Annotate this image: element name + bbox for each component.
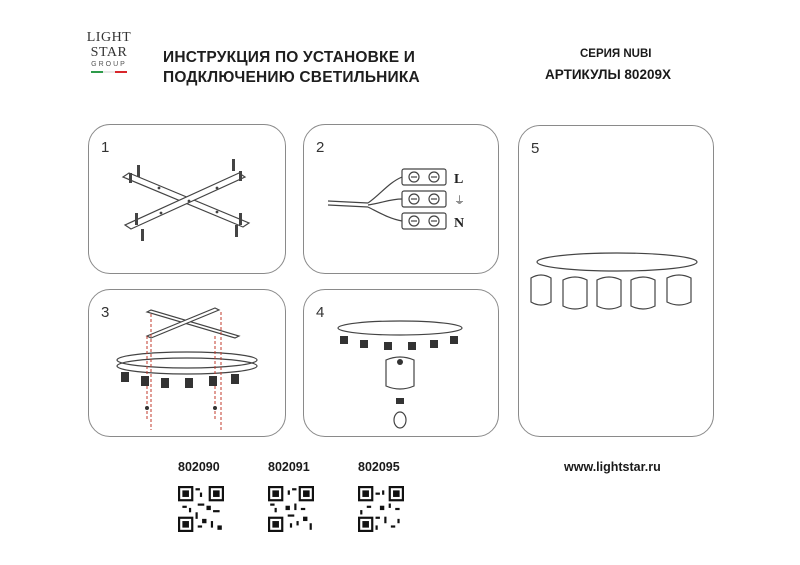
label-ground: ⏚: [454, 194, 465, 207]
finished-fixture-illustration: [519, 126, 713, 436]
logo-line-3: GROUP: [91, 61, 127, 68]
articles-label: АРТИКУЛЫ 80209X: [545, 67, 671, 82]
suspension-assembly-illustration: [89, 290, 285, 436]
brand-logo: [78, 30, 140, 98]
product-code-2: 802091: [268, 460, 310, 474]
shade-bulb-illustration: [304, 290, 498, 436]
title-line-2: ПОДКЛЮЧЕНИЮ СВЕТИЛЬНИКА: [163, 69, 420, 86]
step-1-panel: [88, 124, 286, 274]
step-2-number: 2: [316, 139, 325, 156]
step-5-number: 5: [531, 140, 540, 157]
step-2-panel: [303, 124, 499, 274]
product-code-3: 802095: [358, 460, 400, 474]
qr-code-3[interactable]: [358, 486, 404, 532]
step-4-number: 4: [316, 304, 325, 321]
label-live: L: [454, 172, 464, 187]
step-1-number: 1: [101, 139, 110, 156]
logo-line-2: STAR: [90, 45, 128, 60]
step-5-panel: [518, 125, 714, 437]
document-title: [163, 48, 420, 88]
website-link[interactable]: www.lightstar.ru: [564, 460, 661, 474]
product-code-1: 802090: [178, 460, 220, 474]
series-label: СЕРИЯ NUBI: [580, 48, 652, 60]
terminal-block-illustration: [304, 125, 498, 273]
step-4-panel: [303, 289, 499, 437]
qr-code-2[interactable]: [268, 486, 314, 532]
logo-line-1: LIGHT: [86, 30, 132, 45]
mounting-bracket-illustration: [89, 125, 285, 273]
italian-flag-stripe: [78, 71, 140, 73]
qr-code-1[interactable]: [178, 486, 224, 532]
label-neutral: N: [454, 216, 465, 231]
step-3-panel: [88, 289, 286, 437]
step-3-number: 3: [101, 304, 110, 321]
title-line-1: ИНСТРУКЦИЯ ПО УСТАНОВКЕ И: [163, 49, 416, 66]
